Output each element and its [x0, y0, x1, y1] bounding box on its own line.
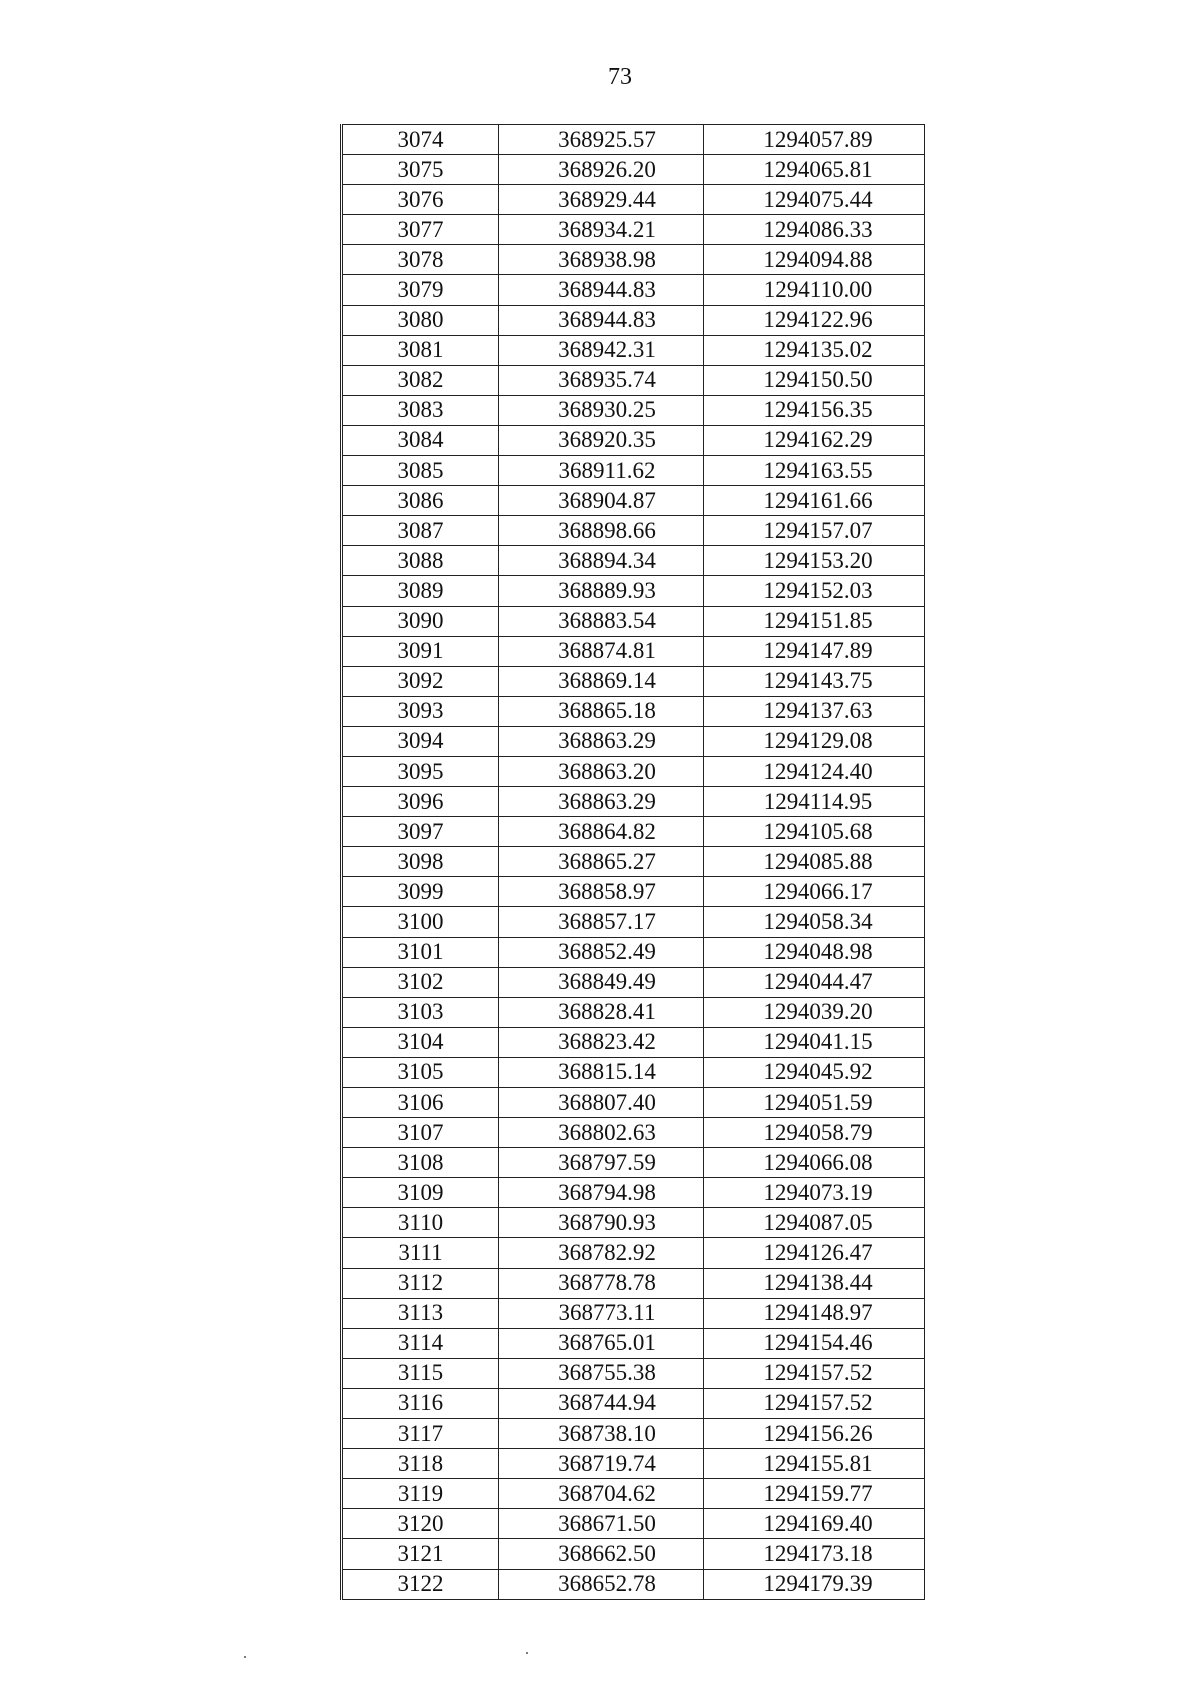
- y-coordinate-cell: 1294157.52: [704, 1358, 925, 1388]
- y-coordinate-cell: 1294105.68: [704, 817, 925, 847]
- point-number-cell: 3112: [342, 1268, 499, 1298]
- point-number-cell: 3078: [342, 245, 499, 275]
- point-number-cell: 3082: [342, 365, 499, 395]
- point-number-cell: 3084: [342, 425, 499, 455]
- y-coordinate-cell: 1294075.44: [704, 185, 925, 215]
- point-number-cell: 3104: [342, 1027, 499, 1057]
- point-number-cell: 3120: [342, 1509, 499, 1539]
- y-coordinate-cell: 1294110.00: [704, 275, 925, 305]
- y-coordinate-cell: 1294157.52: [704, 1388, 925, 1418]
- table-row: [342, 1118, 925, 1148]
- x-coordinate-cell: 368883.54: [499, 606, 704, 636]
- point-number-cell: 3092: [342, 666, 499, 696]
- point-number-cell: 3097: [342, 817, 499, 847]
- point-number-cell: 3075: [342, 155, 499, 185]
- table-row: [342, 1298, 925, 1328]
- y-coordinate-cell: 1294151.85: [704, 606, 925, 636]
- table-row: [342, 817, 925, 847]
- point-number-cell: 3114: [342, 1328, 499, 1358]
- table-row: [342, 155, 925, 185]
- table-row: [342, 395, 925, 425]
- table-row: [342, 907, 925, 937]
- table-row: [342, 335, 925, 365]
- x-coordinate-cell: 368857.17: [499, 907, 704, 937]
- point-number-cell: 3085: [342, 456, 499, 486]
- x-coordinate-cell: 368944.83: [499, 305, 704, 335]
- x-coordinate-cell: 368889.93: [499, 576, 704, 606]
- y-coordinate-cell: 1294156.26: [704, 1419, 925, 1449]
- y-coordinate-cell: 1294094.88: [704, 245, 925, 275]
- table-row: [342, 1208, 925, 1238]
- point-number-cell: 3109: [342, 1178, 499, 1208]
- y-coordinate-cell: 1294156.35: [704, 395, 925, 425]
- x-coordinate-cell: 368911.62: [499, 456, 704, 486]
- y-coordinate-cell: 1294122.96: [704, 305, 925, 335]
- x-coordinate-cell: 368815.14: [499, 1057, 704, 1087]
- x-coordinate-cell: 368865.18: [499, 696, 704, 726]
- y-coordinate-cell: 1294135.02: [704, 335, 925, 365]
- y-coordinate-cell: 1294169.40: [704, 1509, 925, 1539]
- x-coordinate-cell: 368755.38: [499, 1358, 704, 1388]
- table-row: [342, 1509, 925, 1539]
- x-coordinate-cell: 368828.41: [499, 997, 704, 1027]
- point-number-cell: 3091: [342, 636, 499, 666]
- table-row: [342, 877, 925, 907]
- point-number-cell: 3088: [342, 546, 499, 576]
- y-coordinate-cell: 1294154.46: [704, 1328, 925, 1358]
- x-coordinate-cell: 368904.87: [499, 486, 704, 516]
- y-coordinate-cell: 1294126.47: [704, 1238, 925, 1268]
- point-number-cell: 3107: [342, 1118, 499, 1148]
- point-number-cell: 3099: [342, 877, 499, 907]
- y-coordinate-cell: 1294057.89: [704, 125, 925, 155]
- x-coordinate-cell: 368794.98: [499, 1178, 704, 1208]
- x-coordinate-cell: 368849.49: [499, 967, 704, 997]
- table-row: [342, 1388, 925, 1418]
- y-coordinate-cell: 1294150.50: [704, 365, 925, 395]
- point-number-cell: 3093: [342, 696, 499, 726]
- point-number-cell: 3090: [342, 606, 499, 636]
- y-coordinate-cell: 1294155.81: [704, 1449, 925, 1479]
- y-coordinate-cell: 1294162.29: [704, 425, 925, 455]
- table-row: [342, 425, 925, 455]
- table-row: [342, 185, 925, 215]
- y-coordinate-cell: 1294039.20: [704, 997, 925, 1027]
- point-number-cell: 3076: [342, 185, 499, 215]
- x-coordinate-cell: 368925.57: [499, 125, 704, 155]
- x-coordinate-cell: 368864.82: [499, 817, 704, 847]
- x-coordinate-cell: 368765.01: [499, 1328, 704, 1358]
- x-coordinate-cell: 368944.83: [499, 275, 704, 305]
- scan-speck: [526, 1652, 528, 1654]
- point-number-cell: 3086: [342, 486, 499, 516]
- point-number-cell: 3103: [342, 997, 499, 1027]
- y-coordinate-cell: 1294163.55: [704, 456, 925, 486]
- point-number-cell: 3079: [342, 275, 499, 305]
- point-number-cell: 3101: [342, 937, 499, 967]
- y-coordinate-cell: 1294147.89: [704, 636, 925, 666]
- x-coordinate-cell: 368865.27: [499, 847, 704, 877]
- y-coordinate-cell: 1294066.17: [704, 877, 925, 907]
- point-number-cell: 3081: [342, 335, 499, 365]
- table-row: [342, 937, 925, 967]
- table-row: [342, 546, 925, 576]
- y-coordinate-cell: 1294044.47: [704, 967, 925, 997]
- x-coordinate-cell: 368797.59: [499, 1148, 704, 1178]
- point-number-cell: 3074: [342, 125, 499, 155]
- table-row: [342, 1358, 925, 1388]
- y-coordinate-cell: 1294073.19: [704, 1178, 925, 1208]
- x-coordinate-cell: 368738.10: [499, 1419, 704, 1449]
- point-number-cell: 3111: [342, 1238, 499, 1268]
- x-coordinate-cell: 368863.20: [499, 756, 704, 786]
- point-number-cell: 3080: [342, 305, 499, 335]
- table-row: [342, 245, 925, 275]
- table-row: [342, 1238, 925, 1268]
- y-coordinate-cell: 1294085.88: [704, 847, 925, 877]
- x-coordinate-cell: 368934.21: [499, 215, 704, 245]
- page-number: 73: [608, 64, 632, 90]
- x-coordinate-cell: 368773.11: [499, 1298, 704, 1328]
- point-number-cell: 3118: [342, 1449, 499, 1479]
- point-number-cell: 3087: [342, 516, 499, 546]
- point-number-cell: 3113: [342, 1298, 499, 1328]
- table-row: [342, 696, 925, 726]
- y-coordinate-cell: 1294058.34: [704, 907, 925, 937]
- y-coordinate-cell: 1294065.81: [704, 155, 925, 185]
- point-number-cell: 3094: [342, 726, 499, 756]
- y-coordinate-cell: 1294114.95: [704, 787, 925, 817]
- x-coordinate-cell: 368930.25: [499, 395, 704, 425]
- x-coordinate-cell: 368778.78: [499, 1268, 704, 1298]
- table-row: [342, 787, 925, 817]
- x-coordinate-cell: 368852.49: [499, 937, 704, 967]
- point-number-cell: 3077: [342, 215, 499, 245]
- coordinates-table: [340, 124, 925, 1600]
- x-coordinate-cell: 368942.31: [499, 335, 704, 365]
- table-row: [342, 847, 925, 877]
- point-number-cell: 3102: [342, 967, 499, 997]
- y-coordinate-cell: 1294086.33: [704, 215, 925, 245]
- y-coordinate-cell: 1294157.07: [704, 516, 925, 546]
- table-row: [342, 636, 925, 666]
- y-coordinate-cell: 1294087.05: [704, 1208, 925, 1238]
- table-row: [342, 1178, 925, 1208]
- point-number-cell: 3098: [342, 847, 499, 877]
- table-row: [342, 486, 925, 516]
- table-row: [342, 1268, 925, 1298]
- y-coordinate-cell: 1294173.18: [704, 1539, 925, 1569]
- y-coordinate-cell: 1294129.08: [704, 726, 925, 756]
- coordinates-table-body: [342, 125, 925, 1600]
- table-row: [342, 997, 925, 1027]
- x-coordinate-cell: 368920.35: [499, 425, 704, 455]
- x-coordinate-cell: 368790.93: [499, 1208, 704, 1238]
- point-number-cell: 3100: [342, 907, 499, 937]
- table-row: [342, 305, 925, 335]
- table-row: [342, 666, 925, 696]
- point-number-cell: 3105: [342, 1057, 499, 1087]
- table-row: [342, 275, 925, 305]
- table-row: [342, 1539, 925, 1569]
- table-row: [342, 1328, 925, 1358]
- table-row: [342, 967, 925, 997]
- y-coordinate-cell: 1294179.39: [704, 1569, 925, 1599]
- point-number-cell: 3096: [342, 787, 499, 817]
- x-coordinate-cell: 368823.42: [499, 1027, 704, 1057]
- x-coordinate-cell: 368652.78: [499, 1569, 704, 1599]
- table-row: [342, 756, 925, 786]
- point-number-cell: 3117: [342, 1419, 499, 1449]
- x-coordinate-cell: 368704.62: [499, 1479, 704, 1509]
- point-number-cell: 3110: [342, 1208, 499, 1238]
- y-coordinate-cell: 1294161.66: [704, 486, 925, 516]
- table-row: [342, 125, 925, 155]
- y-coordinate-cell: 1294138.44: [704, 1268, 925, 1298]
- y-coordinate-cell: 1294124.40: [704, 756, 925, 786]
- y-coordinate-cell: 1294148.97: [704, 1298, 925, 1328]
- y-coordinate-cell: 1294153.20: [704, 546, 925, 576]
- coordinates-table-container: [340, 124, 923, 1600]
- table-row: [342, 365, 925, 395]
- y-coordinate-cell: 1294041.15: [704, 1027, 925, 1057]
- x-coordinate-cell: 368719.74: [499, 1449, 704, 1479]
- x-coordinate-cell: 368858.97: [499, 877, 704, 907]
- point-number-cell: 3108: [342, 1148, 499, 1178]
- point-number-cell: 3095: [342, 756, 499, 786]
- y-coordinate-cell: 1294048.98: [704, 937, 925, 967]
- point-number-cell: 3083: [342, 395, 499, 425]
- x-coordinate-cell: 368782.92: [499, 1238, 704, 1268]
- x-coordinate-cell: 368894.34: [499, 546, 704, 576]
- x-coordinate-cell: 368671.50: [499, 1509, 704, 1539]
- point-number-cell: 3116: [342, 1388, 499, 1418]
- y-coordinate-cell: 1294137.63: [704, 696, 925, 726]
- table-row: [342, 1569, 925, 1599]
- x-coordinate-cell: 368662.50: [499, 1539, 704, 1569]
- x-coordinate-cell: 368863.29: [499, 726, 704, 756]
- x-coordinate-cell: 368935.74: [499, 365, 704, 395]
- point-number-cell: 3119: [342, 1479, 499, 1509]
- point-number-cell: 3089: [342, 576, 499, 606]
- y-coordinate-cell: 1294066.08: [704, 1148, 925, 1178]
- table-row: [342, 576, 925, 606]
- x-coordinate-cell: 368929.44: [499, 185, 704, 215]
- x-coordinate-cell: 368807.40: [499, 1088, 704, 1118]
- scan-speck: [244, 1656, 246, 1658]
- y-coordinate-cell: 1294143.75: [704, 666, 925, 696]
- y-coordinate-cell: 1294045.92: [704, 1057, 925, 1087]
- x-coordinate-cell: 368874.81: [499, 636, 704, 666]
- x-coordinate-cell: 368926.20: [499, 155, 704, 185]
- table-row: [342, 215, 925, 245]
- point-number-cell: 3115: [342, 1358, 499, 1388]
- table-row: [342, 1027, 925, 1057]
- y-coordinate-cell: 1294058.79: [704, 1118, 925, 1148]
- table-row: [342, 1479, 925, 1509]
- x-coordinate-cell: 368898.66: [499, 516, 704, 546]
- point-number-cell: 3122: [342, 1569, 499, 1599]
- table-row: [342, 1088, 925, 1118]
- point-number-cell: 3106: [342, 1088, 499, 1118]
- table-row: [342, 1148, 925, 1178]
- x-coordinate-cell: 368744.94: [499, 1388, 704, 1418]
- x-coordinate-cell: 368863.29: [499, 787, 704, 817]
- table-row: [342, 606, 925, 636]
- y-coordinate-cell: 1294159.77: [704, 1479, 925, 1509]
- x-coordinate-cell: 368938.98: [499, 245, 704, 275]
- table-row: [342, 456, 925, 486]
- point-number-cell: 3121: [342, 1539, 499, 1569]
- x-coordinate-cell: 368802.63: [499, 1118, 704, 1148]
- y-coordinate-cell: 1294152.03: [704, 576, 925, 606]
- table-row: [342, 726, 925, 756]
- y-coordinate-cell: 1294051.59: [704, 1088, 925, 1118]
- table-row: [342, 1419, 925, 1449]
- table-row: [342, 1449, 925, 1479]
- x-coordinate-cell: 368869.14: [499, 666, 704, 696]
- table-row: [342, 516, 925, 546]
- table-row: [342, 1057, 925, 1087]
